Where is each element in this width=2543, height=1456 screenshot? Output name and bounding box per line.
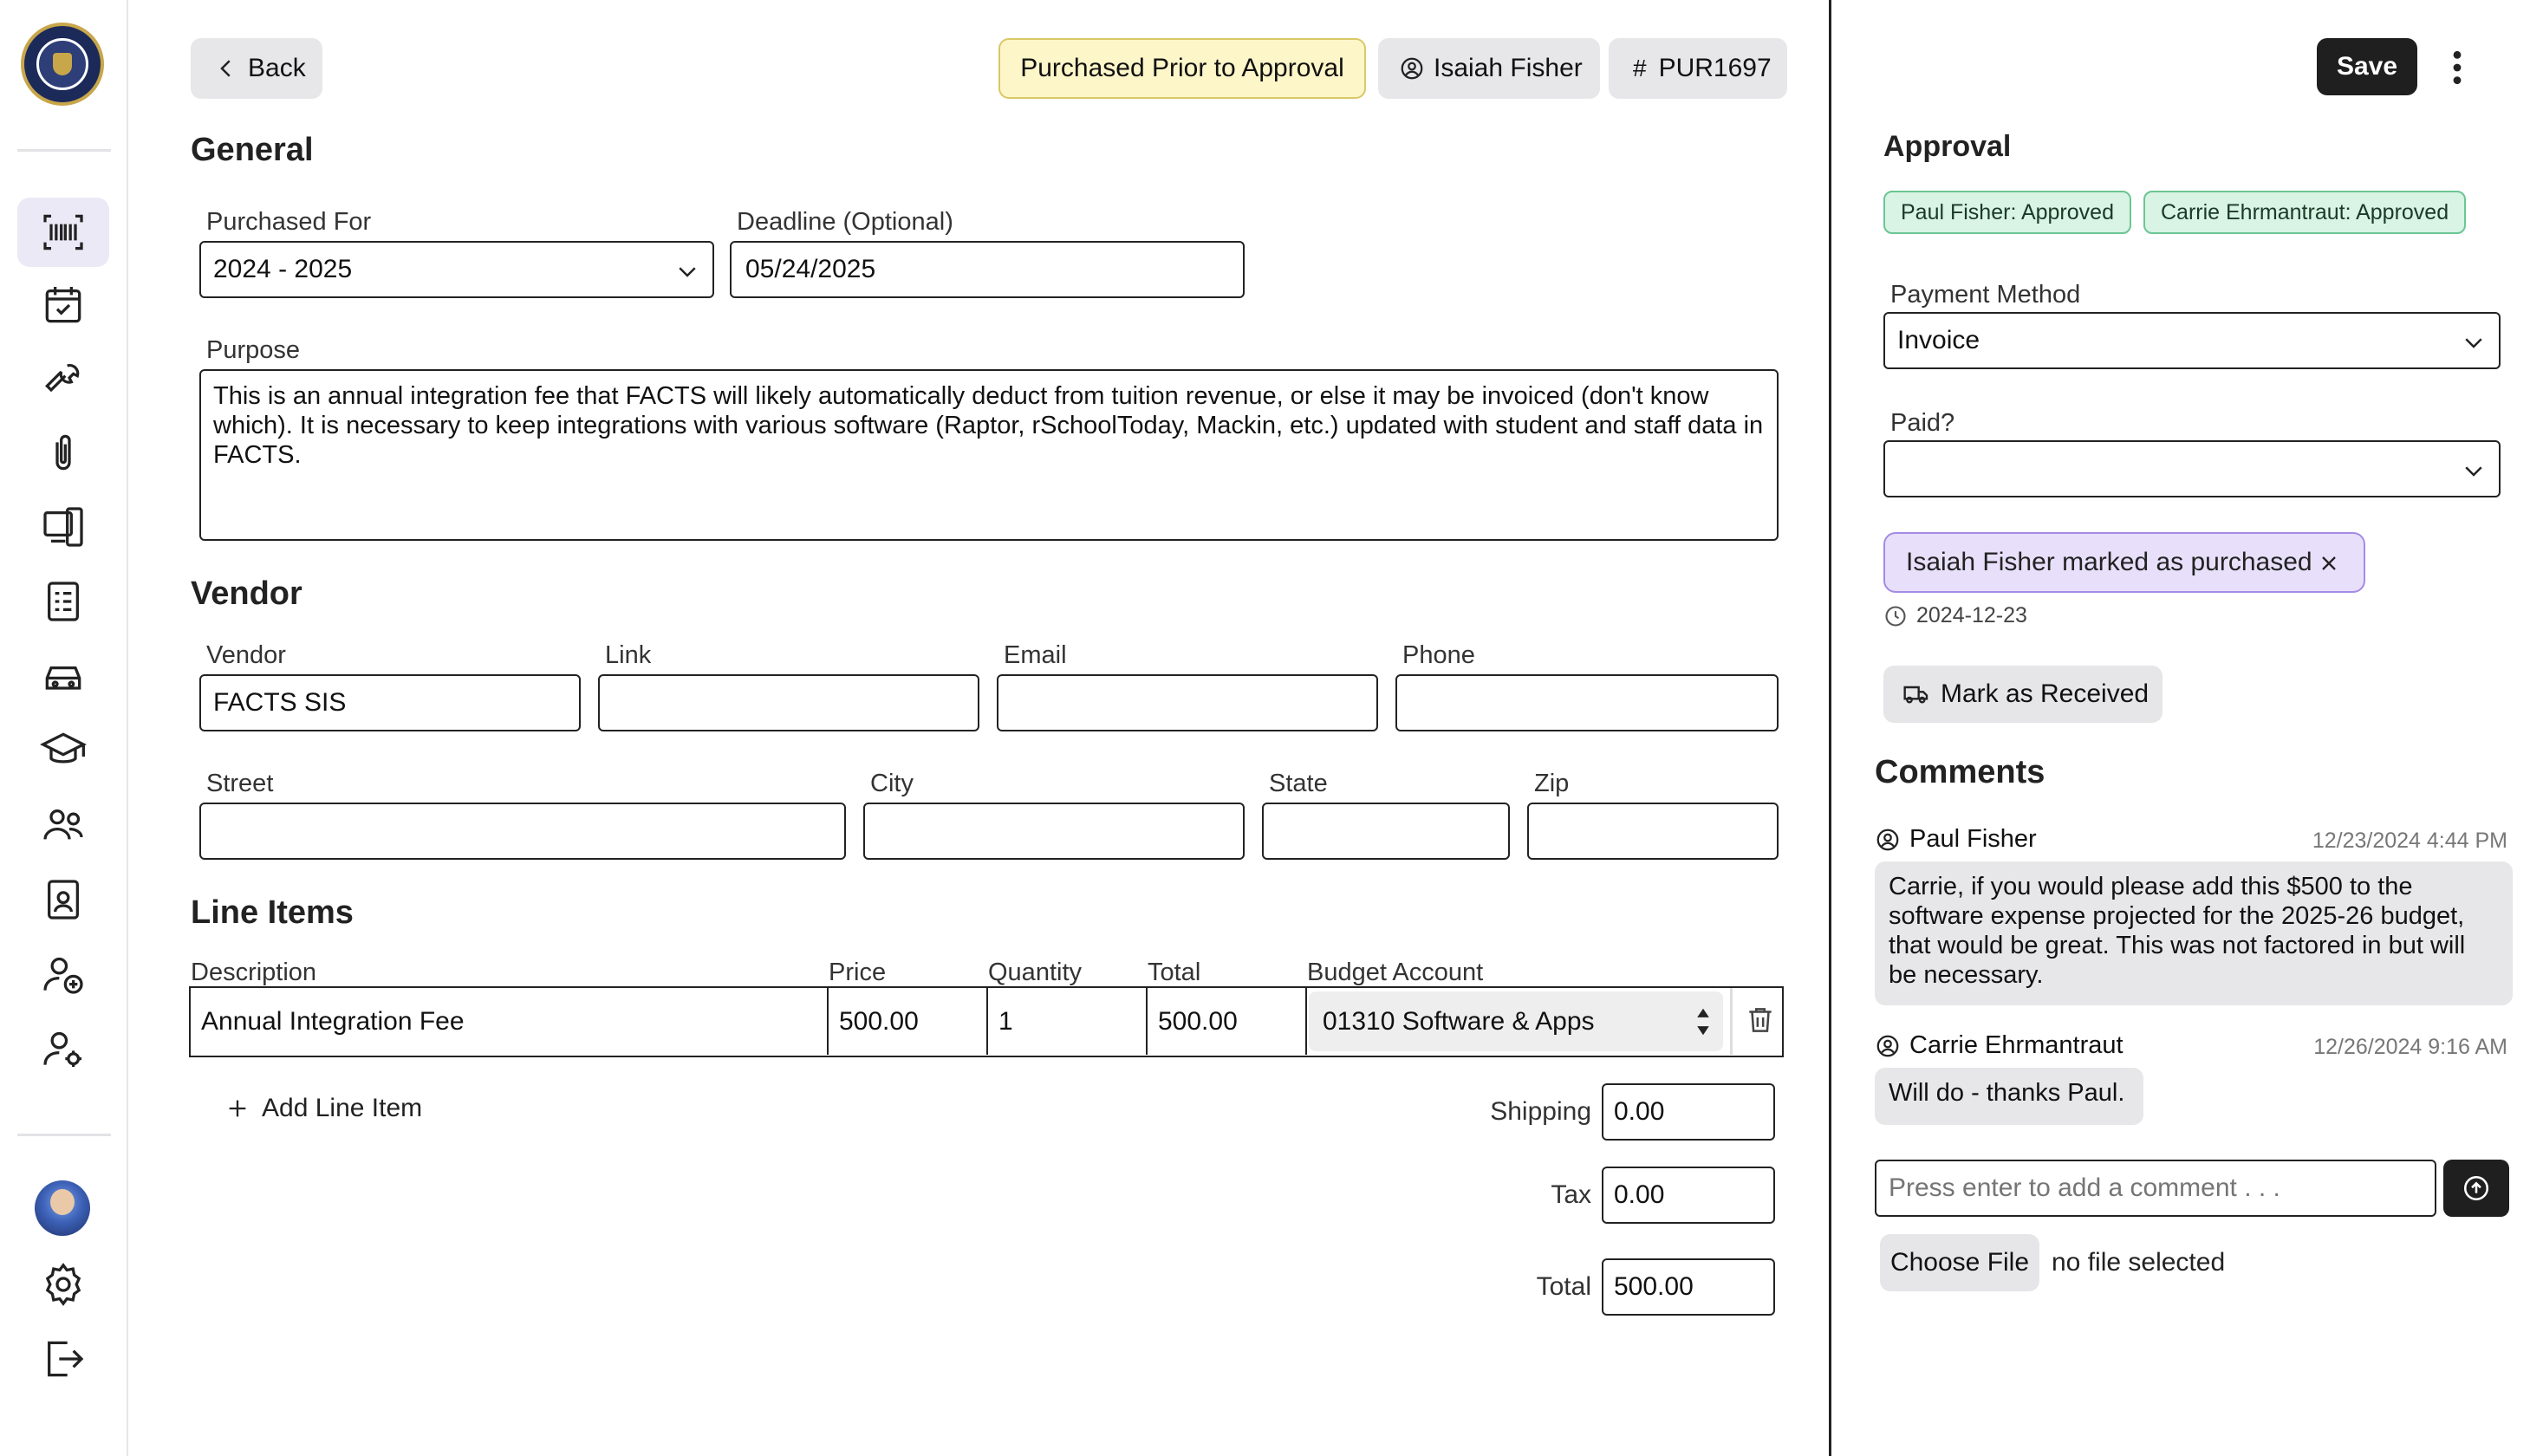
comment-author: [1875, 1031, 2124, 1060]
table-row: [189, 986, 1784, 1057]
total-input[interactable]: [1602, 1258, 1775, 1316]
cell-divider: [1730, 988, 1733, 1055]
requester-name: Isaiah Fisher: [1434, 54, 1583, 82]
delete-line-button[interactable]: [1744, 1004, 1779, 1038]
line-price-input[interactable]: [829, 988, 988, 1055]
nav-purchases-barcode-icon[interactable]: [17, 198, 109, 267]
nav-logout[interactable]: [17, 1324, 109, 1394]
request-id-badge[interactable]: [1609, 38, 1787, 99]
email-input[interactable]: [997, 674, 1378, 731]
hash-icon: #: [1633, 55, 1647, 81]
budget-account-value: 01310 Software & Apps: [1323, 1006, 1595, 1036]
add-line-item-button[interactable]: [225, 1094, 422, 1123]
line-description-value: Annual Integration Fee: [201, 1006, 465, 1036]
deadline-value: 05/24/2025: [745, 255, 876, 283]
shipping-label: Shipping: [1490, 1097, 1591, 1126]
deadline-input[interactable]: [730, 241, 1245, 298]
state-input[interactable]: [1262, 803, 1510, 860]
zip-label: Zip: [1534, 770, 1570, 797]
back-button[interactable]: [191, 38, 322, 99]
nav-calendar[interactable]: [17, 270, 109, 340]
purpose-textarea[interactable]: This is an annual integration fee that FACTS will likely automatically deduct from tuition revenue, or else it may be invoiced (don't know which). It is necessary to keep integrations with various software (Raptor, rSchoolToday, Mackin, etc.) updated with student and staff data in FACTS.: [199, 369, 1779, 541]
nav-settings[interactable]: [17, 1250, 109, 1319]
truck-icon: [1902, 680, 1930, 708]
calendar-check-icon: [39, 281, 88, 329]
payment-method-select[interactable]: [1883, 312, 2501, 369]
payment-method-value: Invoice: [1897, 326, 1980, 354]
paid-select[interactable]: [1883, 440, 2501, 497]
line-quantity-input[interactable]: [988, 988, 1148, 1055]
comment-bubble: Will do - thanks Paul.: [1875, 1068, 2143, 1125]
purpose-label: Purpose: [206, 336, 301, 364]
link-label: Link: [605, 641, 652, 669]
phone-input[interactable]: [1395, 674, 1779, 731]
nav-divider: [17, 1134, 111, 1136]
payment-method-label: Payment Method: [1890, 281, 2081, 309]
users-icon: [39, 801, 88, 849]
nav-add-user[interactable]: [17, 939, 109, 1009]
total-value: 500.00: [1614, 1272, 1694, 1301]
nav-academics[interactable]: [17, 716, 109, 785]
city-label: City: [870, 770, 914, 797]
nav-devices[interactable]: [17, 492, 109, 562]
add-line-item-label: Add Line Item: [262, 1094, 423, 1122]
street-input[interactable]: [199, 803, 846, 860]
purchased-for-label: Purchased For: [206, 208, 372, 236]
close-icon[interactable]: [2317, 551, 2341, 575]
barcode-icon: [39, 208, 88, 257]
comment-author-name: Carrie Ehrmantraut: [1909, 1031, 2124, 1059]
clock-icon: [1883, 604, 1908, 628]
user-avatar[interactable]: [35, 1180, 90, 1236]
approval-panel: [1829, 0, 2543, 1456]
user-circle-icon: [1875, 827, 1901, 853]
tools-icon: [39, 354, 88, 402]
street-label: Street: [206, 770, 274, 797]
general-heading: General: [191, 132, 314, 168]
link-input[interactable]: [598, 674, 979, 731]
user-circle-icon: [1399, 55, 1425, 81]
col-header-description: Description: [191, 959, 317, 986]
comments-heading: Comments: [1875, 754, 2045, 790]
vendor-value: FACTS SIS: [213, 688, 347, 717]
approval-badge: Carrie Ehrmantraut: Approved: [2143, 191, 2466, 234]
purchased-for-value: 2024 - 2025: [213, 255, 353, 283]
nav-documents[interactable]: [17, 567, 109, 636]
car-icon: [39, 652, 88, 700]
nav-user-settings[interactable]: [17, 1014, 109, 1083]
arrow-up-circle-icon: [2462, 1173, 2491, 1203]
chevron-down-icon: [2461, 458, 2487, 484]
purchase-form: [128, 0, 1829, 1456]
school-logo[interactable]: [21, 23, 104, 106]
devices-icon: [39, 503, 88, 551]
vendor-label: Vendor: [206, 641, 286, 669]
document-list-icon: [39, 577, 88, 626]
nav-divider: [17, 149, 111, 152]
sidebar-nav: [0, 0, 128, 1456]
mark-received-button[interactable]: [1883, 666, 2163, 723]
settings-icon: [39, 1260, 88, 1309]
user-circle-icon: [1875, 1033, 1901, 1059]
line-description-input[interactable]: [191, 988, 829, 1055]
requester-badge[interactable]: [1378, 38, 1600, 99]
plus-icon: [225, 1096, 250, 1121]
state-label: State: [1269, 770, 1328, 797]
line-total-value: 500.00: [1158, 1006, 1238, 1036]
zip-input[interactable]: [1527, 803, 1779, 860]
tax-label: Tax: [1551, 1180, 1591, 1209]
total-label: Total: [1536, 1272, 1591, 1301]
tax-value: 0.00: [1614, 1180, 1665, 1209]
comment-author: [1875, 825, 2037, 854]
user-settings-icon: [39, 1024, 88, 1073]
col-header-price: Price: [829, 959, 887, 986]
purchase-status-label: Isaiah Fisher marked as purchased: [1906, 548, 2312, 576]
paid-label: Paid?: [1890, 409, 1955, 437]
nav-attachments[interactable]: [17, 418, 109, 487]
budget-account-select[interactable]: [1309, 991, 1723, 1051]
nav-directory[interactable]: [17, 865, 109, 934]
nav-vehicles[interactable]: [17, 641, 109, 711]
paperclip-icon: [39, 428, 88, 477]
graduation-cap-icon: [39, 726, 88, 775]
comment-timestamp: 12/23/2024 4:44 PM: [2312, 829, 2507, 853]
select-arrows-icon: [1695, 1007, 1711, 1037]
file-status: no file selected: [2052, 1248, 2226, 1277]
nav-maintenance[interactable]: [17, 343, 109, 413]
col-header-total: Total: [1148, 959, 1201, 986]
phone-label: Phone: [1402, 641, 1475, 669]
vendor-heading: Vendor: [191, 575, 302, 612]
approval-badge: Paul Fisher: Approved: [1883, 191, 2131, 234]
approval-heading: Approval: [1883, 130, 2012, 163]
nav-people[interactable]: [17, 790, 109, 860]
trash-icon: [1744, 1004, 1777, 1037]
line-quantity-value: 1: [998, 1006, 1013, 1036]
id-badge-icon: [39, 875, 88, 924]
comment-input[interactable]: [1875, 1160, 2436, 1217]
email-label: Email: [1004, 641, 1067, 669]
purchased-for-select[interactable]: [199, 241, 714, 298]
purchase-status-tag: [1883, 532, 2365, 593]
user-add-icon: [39, 950, 88, 998]
request-id: PUR1697: [1658, 54, 1772, 82]
shipping-value: 0.00: [1614, 1097, 1665, 1126]
purchase-date-value: 2024-12-23: [1916, 603, 2027, 627]
line-price-value: 500.00: [839, 1006, 919, 1036]
choose-file-button[interactable]: Choose File: [1880, 1234, 2039, 1291]
more-options-icon[interactable]: [2449, 49, 2466, 87]
tax-input[interactable]: [1602, 1167, 1775, 1224]
send-comment-button[interactable]: [2443, 1160, 2509, 1217]
comment-author-name: Paul Fisher: [1909, 825, 2037, 853]
mark-received-label: Mark as Received: [1941, 679, 2150, 708]
shipping-input[interactable]: [1602, 1083, 1775, 1141]
col-header-quantity: Quantity: [988, 959, 1082, 986]
vendor-input[interactable]: [199, 674, 581, 731]
line-total-input[interactable]: [1148, 988, 1307, 1055]
chevron-left-icon: [213, 55, 239, 81]
deadline-label: Deadline (Optional): [737, 208, 953, 236]
save-button[interactable]: Save: [2317, 38, 2417, 95]
status-badge: [998, 38, 1366, 99]
logout-icon: [39, 1335, 88, 1383]
chevron-down-icon: [2461, 329, 2487, 355]
purchase-date: [1883, 603, 2027, 628]
back-label: Back: [248, 54, 306, 82]
comment-bubble: Carrie, if you would please add this $500 to the software expense projected for the 2025-26 budget, that would be great. This was not factored in but will be necessary.: [1875, 861, 2513, 1005]
line-items-heading: Line Items: [191, 894, 354, 931]
comment-timestamp: 12/26/2024 9:16 AM: [2313, 1035, 2507, 1059]
city-input[interactable]: [863, 803, 1245, 860]
chevron-down-icon: [674, 258, 700, 284]
status-label: Purchased Prior to Approval: [1020, 54, 1344, 82]
col-header-budget-account: Budget Account: [1307, 959, 1484, 986]
